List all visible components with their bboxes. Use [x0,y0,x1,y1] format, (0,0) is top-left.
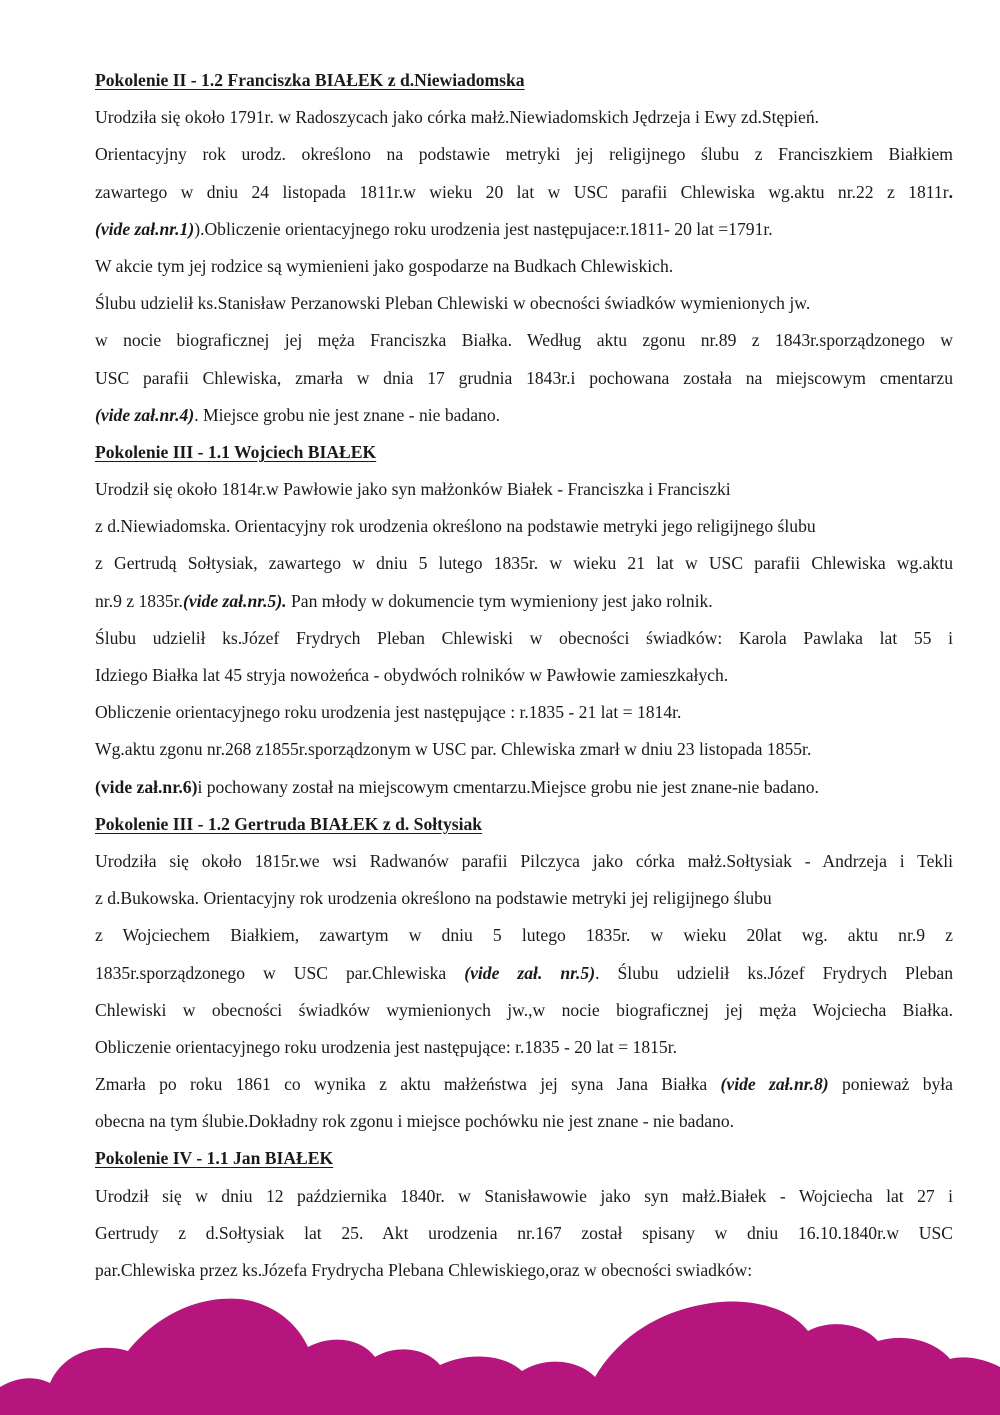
text-line: Ślubu udzielił ks.Józef Frydrych Pleban Chlewiski w obecności świadków: Karola Pawlaka lat 55 i [95,627,953,648]
text-line: Urodziła się około 1815r.we wsi Radwanów parafii Pilczyca jako córka małż.Sołtysiak - Andrzeja i Tekli [95,850,953,871]
attachment-reference: (vide zał.nr.1) [95,218,195,239]
text-line: Gertrudy z d.Sołtysiak lat 25. Akt urodzenia nr.167 został spisany w dniu 16.10.1840r.w USC [95,1222,953,1243]
text-line: Urodził się w dniu 12 października 1840r. w Stanisławowie jako syn małż.Białek - Wojciecha lat 27 i [95,1185,953,1206]
section-heading: Pokolenie III - 1.2 Gertruda BIAŁEK z d. Sołtysiak [95,813,483,834]
text-line: (vide zał.nr.6)i pochowany został na miejscowym cmentarzu.Miejsce grobu nie jest znane-nie badano. [95,776,819,797]
decorative-cloud-border [0,1275,1000,1415]
text-line: w nocie biograficznej jej męża Franciszka Białka. Według aktu zgonu nr.89 z 1843r.sporządzonego w [95,330,953,351]
text-line: nr.9 z 1835r.(vide zał.nr.5). Pan młody w dokumencie tym wymieniony jest jako rolnik. [95,590,713,611]
text-line: par.Chlewiska przez ks.Józefa Frydrycha Plebana Chlewiskiego,oraz w obecności swiadków: [95,1260,753,1280]
text-line: zawartego w dniu 24 listopada 1811r.w wieku 20 lat w USC parafii Chlewiska wg.aktu nr.22 z 1811r. [95,181,953,202]
text-line: Idziego Białka lat 45 stryja nowożeńca - obydwóch rolników w Pawłowie zamieszkałych. [95,665,729,685]
attachment-reference: (vide zał.nr.6) [95,776,198,797]
text-line: Urodziła się około 1791r. w Radoszycach jako córka małż.Niewiadomskich Jędrzeja i Ewy zd.Stępień. [95,107,820,128]
section-heading: Pokolenie IV - 1.1 Jan BIAŁEK [95,1148,334,1169]
text-line: Urodził się około 1814r.w Pawłowie jako syn małżonków Białek - Franciszka i Franciszki [95,479,731,500]
attachment-reference: (vide zał.nr.4) [95,404,195,425]
attachment-reference: (vide zał.nr.8) [720,1074,829,1095]
text-line: Wg.aktu zgonu nr.268 z1855r.sporządzonym w USC par. Chlewiska zmarł w dniu 23 listopada 1855r. [95,739,812,760]
text-line: (vide zał.nr.1)).Obliczenie orientacyjnego roku urodzenia jest następujace:r.1811- 20 lat =1791r. [95,218,773,239]
text-line: Zmarła po roku 1861 co wynika z aktu małżeństwa jej syna Jana Białka (vide zał.nr.8) ponieważ była [95,1074,953,1095]
text-line: Obliczenie orientacyjnego roku urodzenia jest następujące : r.1835 - 21 lat = 1814r. [95,702,682,723]
text-line: USC parafii Chlewiska, zmarła w dnia 17 grudnia 1843r.i pochowana została na miejscowym cmentarzu [95,367,953,388]
text-line: obecna na tym ślubie.Dokładny rok zgonu i miejsce pochówku nie jest znane - nie badano. [95,1111,735,1132]
text-line: z Gertrudą Sołtysiak, zawartego w dniu 5 lutego 1835r. w wieku 21 lat w USC parafii Chlewiska wg.aktu [95,553,953,574]
text-line: Obliczenie orientacyjnego roku urodzenia jest następujące: r.1835 - 20 lat = 1815r. [95,1036,678,1057]
attachment-reference: (vide zał.nr.5). [182,590,287,611]
text-line: (vide zał.nr.4). Miejsce grobu nie jest znane - nie badano. [95,404,501,425]
text-line: Ślubu udzielił ks.Stanisław Perzanowski Pleban Chlewiski w obecności świadków wymienionych jw. [95,293,811,314]
text-line: Orientacyjny rok urodz. określono na podstawie metryki jej religijnego ślubu z Franciszkiem Białkiem [95,144,953,165]
text-line: z Wojciechem Białkiem, zawartym w dniu 5 lutego 1835r. w wieku 20lat wg. aktu nr.9 z [95,925,953,946]
section-heading: Pokolenie III - 1.1 Wojciech BIAŁEK [95,441,377,462]
text-line: Chlewiski w obecności świadków wymienionych jw.,w nocie biograficznej jej męża Wojciecha Białka. [95,999,953,1020]
attachment-reference: (vide zał. nr.5) [464,962,596,983]
text-line: W akcie tym jej rodzice są wymienieni jako gospodarze na Budkach Chlewiskich. [95,255,674,276]
cloud-shape [0,1299,1000,1415]
text-line: z d.Bukowska. Orientacyjny rok urodzenia określono na podstawie metryki jej religijnego ślubu [95,888,772,909]
text-line: z d.Niewiadomska. Orientacyjny rok urodzenia określono na podstawie metryki jego religijnego ślubu [95,516,816,537]
section-heading: Pokolenie II - 1.2 Franciszka BIAŁEK z d.Niewiadomska [95,70,525,90]
text-line: 1835r.sporządzonego w USC par.Chlewiska (vide zał. nr.5). Ślubu udzielił ks.Józef Frydrych Pleban [95,962,954,983]
document-page [95,62,953,1289]
